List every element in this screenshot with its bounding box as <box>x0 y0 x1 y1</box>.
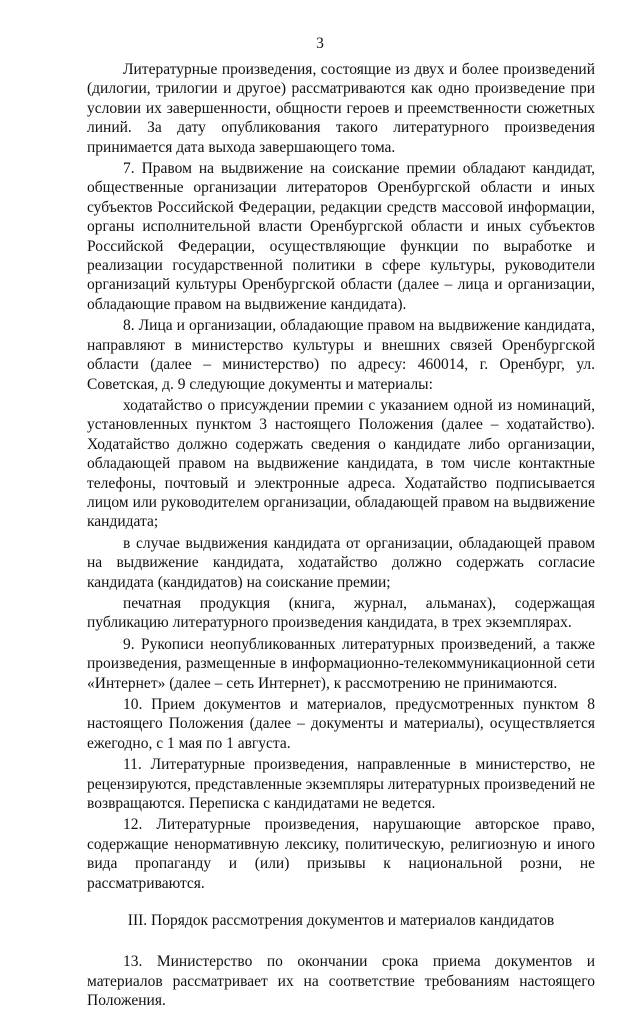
list-item-printed-products: печатная продукция (книга, журнал, альманах), содержащая публикацию литературного произведения кандидата, в трех экземплярах. <box>87 594 595 632</box>
list-item-petition: ходатайство о присуждении премии с указанием одной из номинаций, установленных пунктом 3 настоящего Положения (далее – ходатайство). Ходатайство должно содержать сведения о кандидате либо организации, обладающей правом на выдвижение кандидата, в том числе контактные телефоны, почтовый и электронные адреса. Ходатайство подписывается лицом или руководителем организации, обладающей правом на выдвижение кандидата; <box>87 396 595 531</box>
document-body <box>87 60 595 1011</box>
section-heading: III. Порядок рассмотрения документов и материалов кандидатов <box>127 912 555 930</box>
paragraph-12-copyright: 12. Литературные произведения, нарушающие авторское право, содержащие ненормативную лексику, политическую, религиозную и иного вида пропаганду и (или) призывы к национальной розни, не рассматриваются. <box>87 816 595 892</box>
paragraph-10-acceptance-period: 10. Прием документов и материалов, предусмотренных пунктом 8 настоящего Положения (далее – документы и материалы), осуществляется ежегодно, с 1 мая по 1 августа. <box>87 696 595 752</box>
list-item-consent: в случае выдвижения кандидата от организации, обладающей правом на выдвижение кандидата, ходатайство должно содержать согласие кандидата (кандидатов) на соискание премии; <box>87 534 595 591</box>
paragraph-7-nomination-right: 7. Правом на выдвижение на соискание премии обладают кандидат, общественные организации литераторов Оренбургской области и иных субъектов Российской Федерации, редакции средств массовой информации, органы исполнительной власти Оренбургской области и иных субъектов Российской Федерации, осуществляющие функции по выработке и реализации государственной политики в сфере культуры, руководители организаций культуры Оренбургской области (далее – лица и организации, обладающие правом на выдвижение кандидата). <box>87 160 595 313</box>
paragraph-multi-volume-works: Литературные произведения, состоящие из двух и более произведений (дилогии, трилогии и другое) рассматриваются как одно произведение при условии их завершенности, общности героев и преемственности сюжетных линий. За дату опубликования такого литературного произведения принимается дата выхода завершающего тома. <box>87 61 595 156</box>
paragraph-13-ministry-review: 13. Министерство по окончании срока приема документов и материалов рассматривает их на соответствие требованиям настоящего Положения. <box>87 953 595 1010</box>
page-number: 3 <box>316 35 324 52</box>
paragraph-9-manuscripts: 9. Рукописи неопубликованных литературных произведений, а также произведения, размещенные в информационно-телекоммуникационной сети «Интернет» (далее – сеть Интернет), к рассмотрению не принимаются. <box>87 635 595 692</box>
paragraph-8-submission: 8. Лица и организации, обладающие правом на выдвижение кандидата, направляют в министерство культуры и внешних связей Оренбургской области (далее – министерство) по адресу: 460014, г. Оренбург, ул. Советская, д. 9 следующие документы и материалы: <box>87 317 595 393</box>
paragraph-11-no-review: 11. Литературные произведения, направленные в министерство, не рецензируются, представленные экземпляры литературных произведений не возвращаются. Переписка с кандидатами не ведется. <box>87 756 595 813</box>
